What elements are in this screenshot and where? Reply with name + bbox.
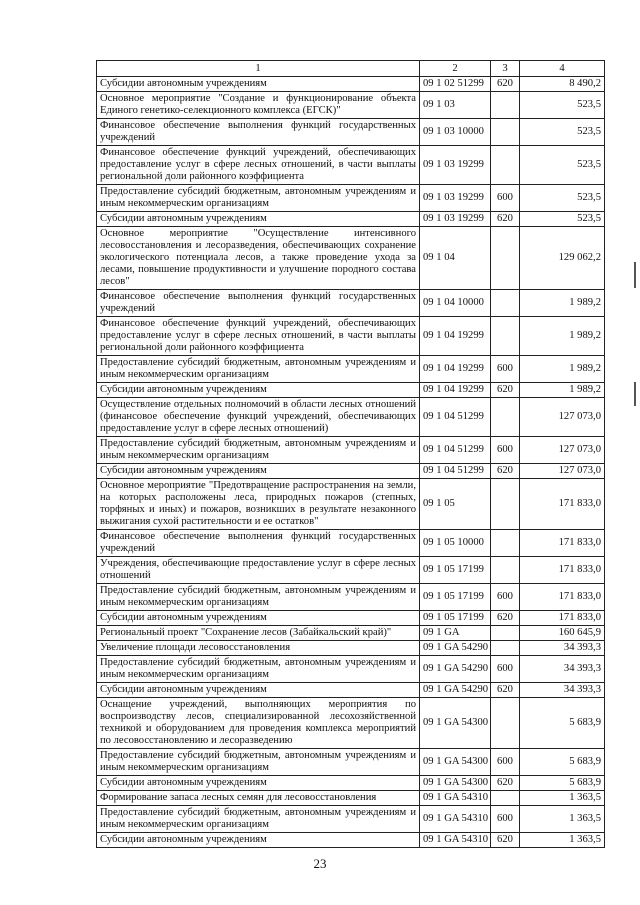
row-expense-type <box>491 626 520 641</box>
row-name: Финансовое обеспечение функций учреждений, обеспечивающих предоставление услуг в сфере лесных отношений, в части выплаты региональной доли районного коэффициента <box>97 146 420 185</box>
header-row <box>97 61 605 77</box>
row-expense-type <box>491 119 520 146</box>
row-name: Предоставление субсидий бюджетным, автономным учреждениям и иным некоммерческим организациям <box>97 437 420 464</box>
row-expense-type <box>491 146 520 185</box>
row-name: Предоставление субсидий бюджетным, автономным учреждениям и иным некоммерческим организациям <box>97 749 420 776</box>
row-name: Финансовое обеспечение выполнения функций государственных учреждений <box>97 119 420 146</box>
row-amount: 1 363,5 <box>520 791 605 806</box>
table-row <box>97 437 605 464</box>
row-amount: 1 989,2 <box>520 383 605 398</box>
row-code: 09 1 03 <box>420 92 491 119</box>
row-expense-type: 620 <box>491 212 520 227</box>
header-col-4: 4 <box>520 61 605 77</box>
row-name: Основное мероприятие "Осуществление интенсивного лесовосстановления и лесоразведения, обеспечивающих сохранение экологического потенциала лесов, а также проведение ухода за лесами, повышение продуктивности и улучшение породного состава лесов" <box>97 227 420 290</box>
row-expense-type: 600 <box>491 437 520 464</box>
row-name: Региональный проект "Сохранение лесов (Забайкальский край)" <box>97 626 420 641</box>
row-name: Предоставление субсидий бюджетным, автономным учреждениям и иным некоммерческим организациям <box>97 185 420 212</box>
row-code: 09 1 05 17199 <box>420 584 491 611</box>
row-expense-type <box>491 479 520 530</box>
row-name: Финансовое обеспечение функций учреждений, обеспечивающих предоставление услуг в сфере лесных отношений, в части выплаты региональной доли районного коэффициента <box>97 317 420 356</box>
row-expense-type: 620 <box>491 383 520 398</box>
row-name: Предоставление субсидий бюджетным, автономным учреждениям и иным некоммерческим организациям <box>97 584 420 611</box>
row-name: Финансовое обеспечение выполнения функций государственных учреждений <box>97 290 420 317</box>
row-amount: 1 989,2 <box>520 356 605 383</box>
row-expense-type: 620 <box>491 77 520 92</box>
table-row <box>97 791 605 806</box>
row-expense-type: 620 <box>491 611 520 626</box>
table-row <box>97 557 605 584</box>
row-expense-type: 600 <box>491 749 520 776</box>
row-expense-type: 600 <box>491 584 520 611</box>
row-name: Предоставление субсидий бюджетным, автономным учреждениям и иным некоммерческим организациям <box>97 656 420 683</box>
row-name: Субсидии автономным учреждениям <box>97 464 420 479</box>
row-code: 09 1 02 51299 <box>420 77 491 92</box>
row-code: 09 1 05 10000 <box>420 530 491 557</box>
row-amount: 523,5 <box>520 146 605 185</box>
row-amount: 127 073,0 <box>520 437 605 464</box>
row-code: 09 1 04 51299 <box>420 464 491 479</box>
row-expense-type: 620 <box>491 833 520 848</box>
row-amount: 5 683,9 <box>520 776 605 791</box>
row-expense-type: 600 <box>491 185 520 212</box>
table-row <box>97 290 605 317</box>
table-row <box>97 479 605 530</box>
row-amount: 127 073,0 <box>520 464 605 479</box>
row-code: 09 1 04 51299 <box>420 437 491 464</box>
table-row <box>97 641 605 656</box>
row-name: Оснащение учреждений, выполняющих мероприятия по воспроизводству лесов, специализированной лесохозяйственной техникой и оборудованием для проведения комплекса мероприятий по лесовосстановлению и лесоразведению <box>97 698 420 749</box>
row-amount: 127 073,0 <box>520 398 605 437</box>
row-amount: 1 363,5 <box>520 833 605 848</box>
row-name: Формирование запаса лесных семян для лесовосстановления <box>97 791 420 806</box>
table-row <box>97 356 605 383</box>
row-amount: 523,5 <box>520 119 605 146</box>
row-name: Субсидии автономным учреждениям <box>97 77 420 92</box>
table-row <box>97 656 605 683</box>
row-code: 09 1 GA <box>420 626 491 641</box>
table-row <box>97 212 605 227</box>
table-row <box>97 626 605 641</box>
row-expense-type <box>491 791 520 806</box>
row-amount: 171 833,0 <box>520 584 605 611</box>
row-name: Субсидии автономным учреждениям <box>97 611 420 626</box>
row-name: Субсидии автономным учреждениям <box>97 383 420 398</box>
table-row <box>97 749 605 776</box>
row-name: Субсидии автономным учреждениям <box>97 683 420 698</box>
row-amount: 171 833,0 <box>520 530 605 557</box>
row-code: 09 1 05 <box>420 479 491 530</box>
row-code: 09 1 03 19299 <box>420 185 491 212</box>
table-row <box>97 683 605 698</box>
row-amount: 34 393,3 <box>520 656 605 683</box>
table-row <box>97 698 605 749</box>
table-row <box>97 317 605 356</box>
row-code: 09 1 03 10000 <box>420 119 491 146</box>
header-col-1: 1 <box>97 61 420 77</box>
header-col-3: 3 <box>491 61 520 77</box>
table-row <box>97 776 605 791</box>
row-code: 09 1 03 19299 <box>420 212 491 227</box>
row-code: 09 1 GA 54290 <box>420 683 491 698</box>
header-col-2: 2 <box>420 61 491 77</box>
row-code: 09 1 GA 54300 <box>420 749 491 776</box>
row-amount: 171 833,0 <box>520 479 605 530</box>
row-name: Осуществление отдельных полномочий в области лесных отношений (финансовое обеспечение функций учреждений, обеспечивающих предоставление услуг в сфере лесных отношений) <box>97 398 420 437</box>
row-amount: 171 833,0 <box>520 557 605 584</box>
table-row <box>97 530 605 557</box>
page-number: 23 <box>313 856 327 871</box>
row-name: Основное мероприятие "Создание и функционирование объекта Единого генетико-селекционного комплекса (ЕГСК)" <box>97 92 420 119</box>
row-code: 09 1 GA 54300 <box>420 776 491 791</box>
row-amount: 34 393,3 <box>520 683 605 698</box>
table-row <box>97 806 605 833</box>
row-expense-type <box>491 398 520 437</box>
row-code: 09 1 04 51299 <box>420 398 491 437</box>
row-code: 09 1 GA 54290 <box>420 656 491 683</box>
table-body <box>97 77 605 848</box>
row-amount: 171 833,0 <box>520 611 605 626</box>
table-row <box>97 77 605 92</box>
row-code: 09 1 04 19299 <box>420 383 491 398</box>
row-code: 09 1 04 19299 <box>420 317 491 356</box>
row-amount: 1 989,2 <box>520 317 605 356</box>
row-expense-type <box>491 641 520 656</box>
table-row <box>97 398 605 437</box>
row-name: Предоставление субсидий бюджетным, автономным учреждениям и иным некоммерческим организациям <box>97 356 420 383</box>
table-row <box>97 227 605 290</box>
table-row <box>97 833 605 848</box>
row-name: Субсидии автономным учреждениям <box>97 833 420 848</box>
row-expense-type: 620 <box>491 683 520 698</box>
row-expense-type <box>491 530 520 557</box>
row-amount: 523,5 <box>520 212 605 227</box>
table-row <box>97 464 605 479</box>
row-code: 09 1 05 17199 <box>420 611 491 626</box>
row-name: Финансовое обеспечение выполнения функций государственных учреждений <box>97 530 420 557</box>
table-row <box>97 92 605 119</box>
row-expense-type: 600 <box>491 806 520 833</box>
row-code: 09 1 04 19299 <box>420 356 491 383</box>
budget-table <box>96 60 605 848</box>
table-row <box>97 146 605 185</box>
row-expense-type: 600 <box>491 656 520 683</box>
row-amount: 1 363,5 <box>520 806 605 833</box>
row-expense-type <box>491 317 520 356</box>
row-expense-type <box>491 92 520 119</box>
row-name: Предоставление субсидий бюджетным, автономным учреждениям и иным некоммерческим организациям <box>97 806 420 833</box>
table-row <box>97 185 605 212</box>
row-amount: 1 989,2 <box>520 290 605 317</box>
row-expense-type <box>491 227 520 290</box>
document-page <box>96 60 604 848</box>
row-amount: 34 393,3 <box>520 641 605 656</box>
row-expense-type <box>491 698 520 749</box>
row-code: 09 1 GA 54310 <box>420 791 491 806</box>
scan-margin-mark <box>634 382 636 406</box>
row-code: 09 1 GA 54290 <box>420 641 491 656</box>
row-amount: 5 683,9 <box>520 698 605 749</box>
row-code: 09 1 GA 54310 <box>420 833 491 848</box>
row-expense-type: 620 <box>491 776 520 791</box>
row-amount: 160 645,9 <box>520 626 605 641</box>
row-amount: 129 062,2 <box>520 227 605 290</box>
row-amount: 8 490,2 <box>520 77 605 92</box>
row-expense-type: 600 <box>491 356 520 383</box>
table-row <box>97 584 605 611</box>
row-name: Субсидии автономным учреждениям <box>97 212 420 227</box>
table-row <box>97 383 605 398</box>
row-name: Учреждения, обеспечивающие предоставление услуг в сфере лесных отношений <box>97 557 420 584</box>
row-code: 09 1 GA 54300 <box>420 698 491 749</box>
row-amount: 5 683,9 <box>520 749 605 776</box>
row-code: 09 1 GA 54310 <box>420 806 491 833</box>
row-name: Увеличение площади лесовосстановления <box>97 641 420 656</box>
row-code: 09 1 04 10000 <box>420 290 491 317</box>
row-amount: 523,5 <box>520 185 605 212</box>
table-row <box>97 611 605 626</box>
row-amount: 523,5 <box>520 92 605 119</box>
row-code: 09 1 04 <box>420 227 491 290</box>
row-expense-type <box>491 290 520 317</box>
row-expense-type <box>491 557 520 584</box>
row-name: Основное мероприятие "Предотвращение распространения на земли, на которых расположены леса, природных пожаров (степных, торфяных и иных) и пожаров, возникших в результате незаконного выжигания сухой растительности и ее остатков" <box>97 479 420 530</box>
row-name: Субсидии автономным учреждениям <box>97 776 420 791</box>
row-code: 09 1 03 19299 <box>420 146 491 185</box>
table-row <box>97 119 605 146</box>
scan-margin-mark <box>634 262 636 288</box>
row-expense-type: 620 <box>491 464 520 479</box>
row-code: 09 1 05 17199 <box>420 557 491 584</box>
